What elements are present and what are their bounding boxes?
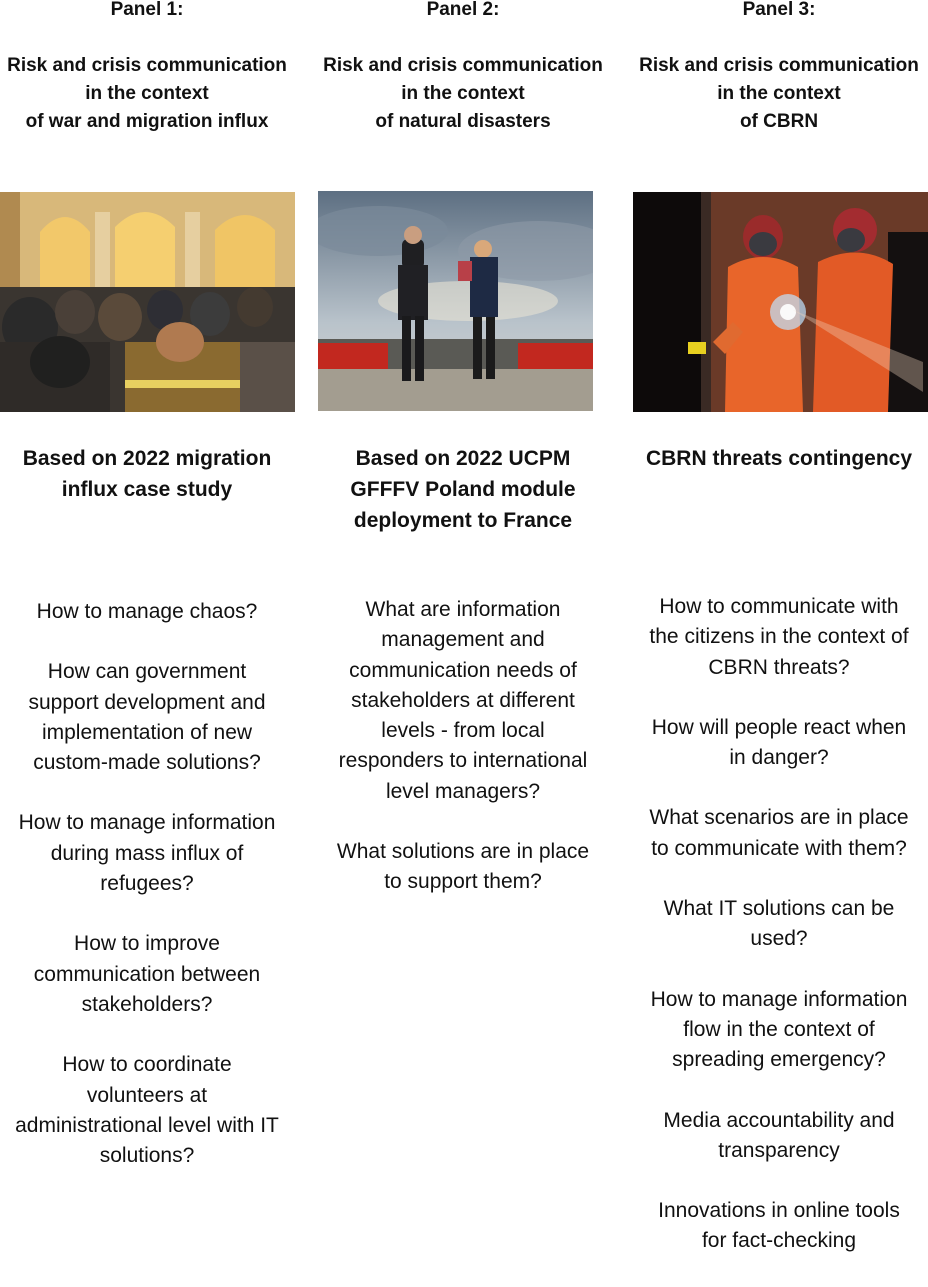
question-line: in danger? xyxy=(729,746,829,770)
question-line: CBRN threats? xyxy=(708,655,850,679)
case-study-line: Based on 2022 migration xyxy=(22,447,272,470)
question-line: What are information xyxy=(365,598,561,621)
hazmat-suits-photo xyxy=(633,192,928,412)
question-item xyxy=(0,1050,297,1171)
question-line: How will people react when xyxy=(651,715,907,739)
panel-heading-line: in the context xyxy=(85,83,209,104)
panel-heading-line: in the context xyxy=(401,83,525,104)
question-line: support development and xyxy=(28,690,266,714)
case-study-line: deployment to France xyxy=(353,509,573,532)
question-line: How to coordinate xyxy=(62,1053,232,1077)
panel-heading-line: of CBRN xyxy=(739,111,819,132)
panel-heading xyxy=(0,52,297,136)
panel-heading-line: of war and migration influx xyxy=(25,111,269,132)
panel-heading-line: in the context xyxy=(717,83,841,104)
question-line: stakeholders at different xyxy=(351,688,575,712)
question-item xyxy=(0,808,297,899)
question-line: What scenarios are in place xyxy=(649,806,909,830)
question-item xyxy=(629,1196,928,1257)
question-line: flow in the context of xyxy=(683,1017,875,1041)
question-list xyxy=(0,597,297,1201)
question-line: refugees? xyxy=(100,872,194,896)
question-line: How to manage chaos? xyxy=(36,600,258,623)
panel-label: Panel 2: xyxy=(426,0,500,20)
question-line: volunteers at xyxy=(86,1083,208,1107)
question-line: communication between xyxy=(33,962,261,986)
question-line: communication needs of xyxy=(349,658,577,682)
case-study-line: GFFFV Poland module xyxy=(350,478,576,501)
question-line: levels - from local xyxy=(381,719,545,743)
question-line: Innovations in online tools xyxy=(658,1199,900,1223)
panel-3-column xyxy=(629,0,928,1253)
question-line: for fact-checking xyxy=(701,1229,857,1253)
railway-station-crowd-photo xyxy=(0,192,295,412)
question-line: management and xyxy=(381,628,545,652)
question-line: stakeholders? xyxy=(81,992,213,1016)
case-study-title xyxy=(313,443,613,536)
question-item xyxy=(313,837,613,898)
question-item xyxy=(629,985,928,1076)
question-list xyxy=(313,595,613,928)
panel-heading xyxy=(629,52,928,136)
question-line: Media accountability and xyxy=(663,1108,895,1132)
question-item xyxy=(313,595,613,807)
question-line: to communicate with them? xyxy=(651,836,907,860)
case-study-line: Based on 2022 UCPM xyxy=(355,447,571,470)
question-line: How to manage information xyxy=(18,811,276,835)
case-study-line: CBRN threats contingency xyxy=(645,447,913,470)
case-study-line: influx case study xyxy=(61,478,233,501)
question-line: spreading emergency? xyxy=(672,1048,886,1072)
question-line: implementation of new xyxy=(41,720,253,744)
panel-label: Panel 1: xyxy=(110,0,184,20)
panel-2-column xyxy=(313,0,613,1253)
question-line: How to communicate with xyxy=(659,595,899,618)
panel-heading-line: Risk and crisis communication xyxy=(639,55,919,76)
question-item xyxy=(629,713,928,774)
question-line: transparency xyxy=(718,1138,840,1162)
question-item xyxy=(629,803,928,864)
question-line: level managers? xyxy=(385,779,541,803)
question-line: used? xyxy=(750,927,808,951)
question-line: to support them? xyxy=(384,870,542,894)
question-line: How to improve xyxy=(74,932,220,956)
question-item xyxy=(0,657,297,778)
question-line: How to manage information xyxy=(650,987,908,1011)
panel-label: Panel 3: xyxy=(742,0,816,20)
panel-1-column xyxy=(0,0,297,1253)
case-study-title xyxy=(0,443,297,505)
question-item xyxy=(629,592,928,683)
question-line: solutions? xyxy=(99,1144,195,1168)
question-line: during mass influx of xyxy=(50,841,244,865)
question-line: the citizens in the context of xyxy=(649,625,909,649)
question-item xyxy=(629,894,928,955)
panel-heading-line: of natural disasters xyxy=(375,111,551,132)
fire-trucks-responders-photo xyxy=(318,191,593,411)
question-line: responders to international xyxy=(338,749,588,773)
question-item xyxy=(629,1106,928,1167)
question-line: What solutions are in place xyxy=(336,840,590,864)
question-line: administrational level with IT xyxy=(15,1113,279,1137)
panel-heading-line: Risk and crisis communication xyxy=(323,55,603,76)
case-study-title xyxy=(629,443,928,474)
question-item xyxy=(0,929,297,1020)
panel-heading xyxy=(313,52,613,136)
question-list xyxy=(629,592,928,1287)
question-item xyxy=(0,597,297,627)
panel-heading-line: Risk and crisis communication xyxy=(7,55,287,76)
question-line: How can government xyxy=(47,660,247,684)
question-line: What IT solutions can be xyxy=(663,897,895,921)
question-line: custom-made solutions? xyxy=(33,751,261,775)
